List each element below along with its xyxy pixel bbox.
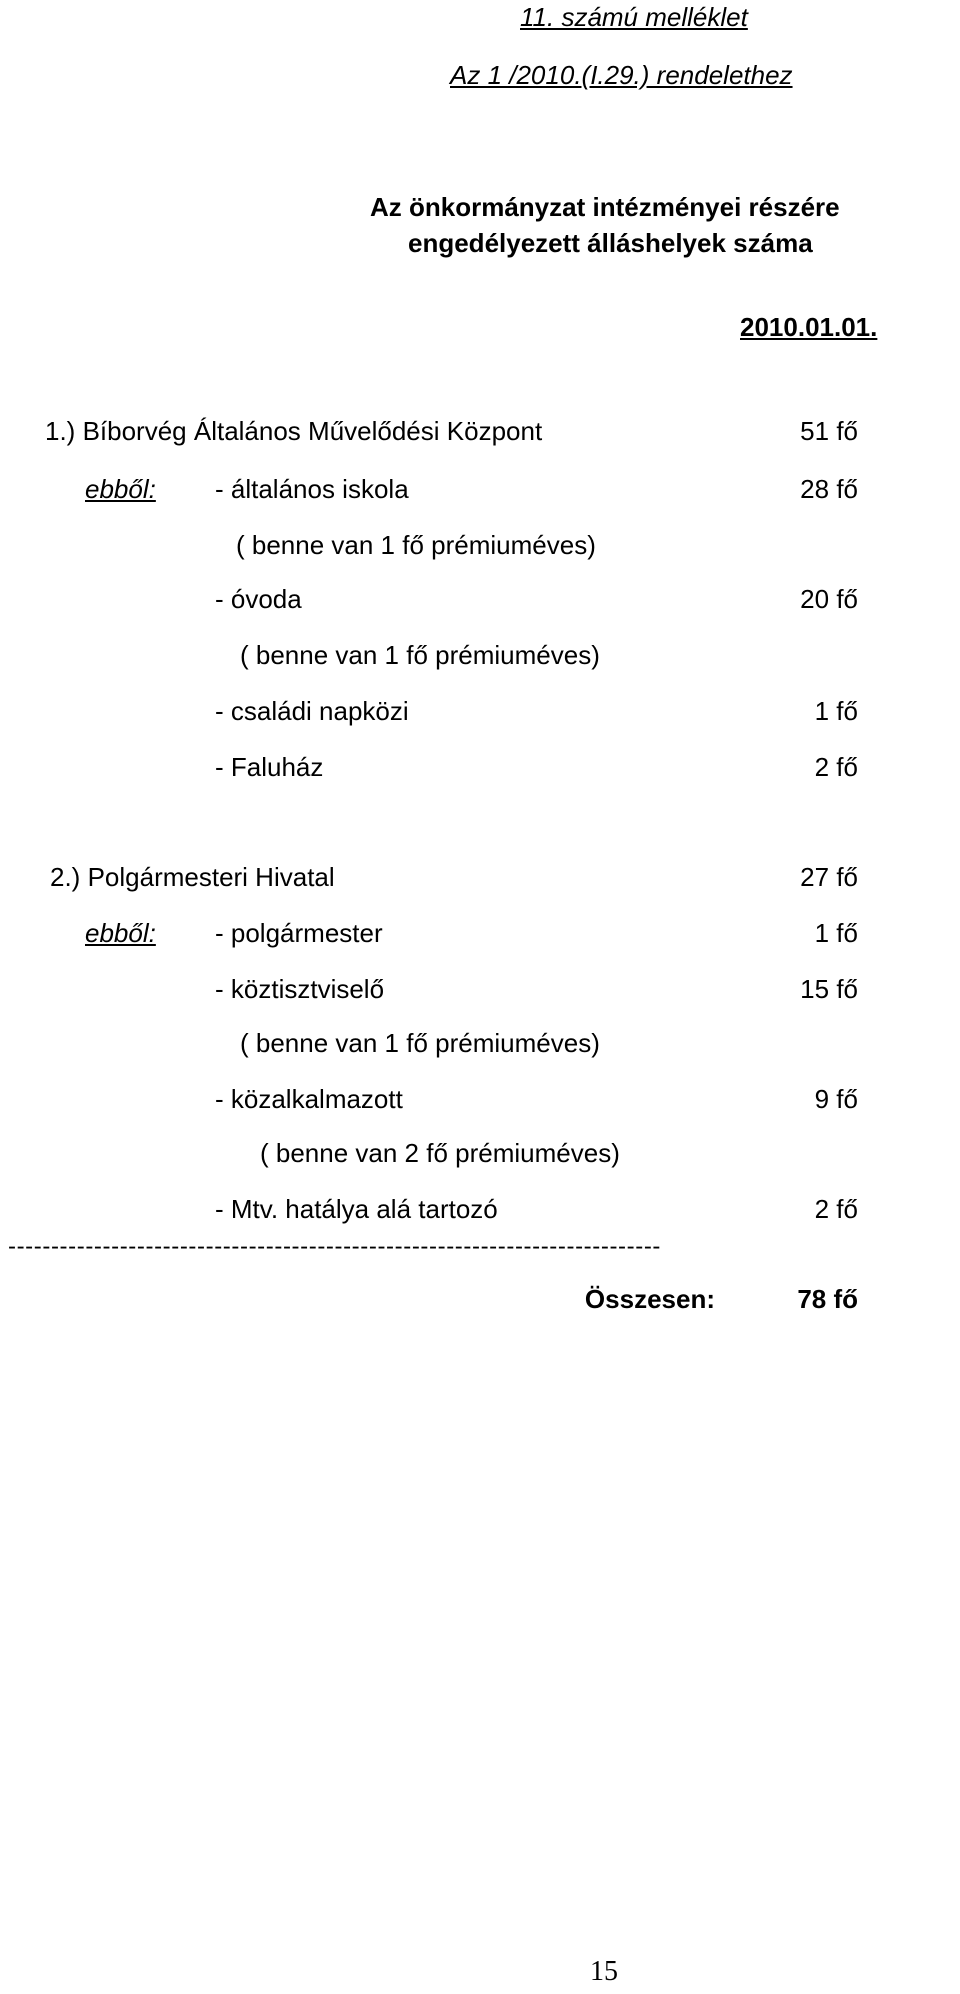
section2-row-label: - köztisztviselő bbox=[215, 974, 385, 1004]
document-title-line1: Az önkormányzat intézményei részére bbox=[370, 192, 840, 222]
section1-row-value: 2 fő bbox=[814, 752, 858, 782]
section2-heading: 2.) Polgármesteri Hivatal bbox=[50, 862, 335, 892]
annex-label: 11. számú melléklet bbox=[520, 2, 748, 32]
summary-label: Összesen: bbox=[584, 1284, 715, 1314]
section1-total: 51 fő bbox=[800, 416, 858, 446]
section2-row-value: 2 fő bbox=[814, 1194, 858, 1224]
section1-heading: 1.) Bíborvég Általános Művelődési Központ bbox=[45, 416, 543, 446]
section1-row-note: ( benne van 1 fő prémiuméves) bbox=[240, 640, 600, 670]
reference-date: 2010.01.01. bbox=[740, 312, 878, 342]
section1-row-label: - Faluház bbox=[215, 752, 324, 782]
section1-row-value: 1 fő bbox=[814, 696, 858, 726]
section1-row-value: 28 fő bbox=[800, 474, 858, 504]
section1-of-which-label: ebből: bbox=[85, 474, 156, 504]
section2-of-which-label: ebből: bbox=[85, 918, 156, 948]
section1-row-note: ( benne van 1 fő prémiuméves) bbox=[236, 530, 596, 560]
section1-row-label: - óvoda bbox=[215, 584, 302, 614]
dashed-separator: ---------------------------------------------------------------------------- bbox=[8, 1235, 662, 1259]
document-title-line2: engedélyezett álláshelyek száma bbox=[408, 228, 813, 258]
section2-row-value: 1 fő bbox=[814, 918, 858, 948]
decree-reference: Az 1 /2010.(I.29.) rendelethez bbox=[450, 60, 793, 90]
section2-row-note: ( benne van 1 fő prémiuméves) bbox=[240, 1028, 600, 1058]
section2-total: 27 fő bbox=[800, 862, 858, 892]
page-number: 15 bbox=[590, 1956, 618, 1987]
summary-value: 78 fő bbox=[797, 1284, 858, 1314]
section2-row-value: 15 fő bbox=[800, 974, 858, 1004]
section2-row-label: - Mtv. hatálya alá tartozó bbox=[215, 1194, 498, 1224]
section1-row-label: - családi napközi bbox=[215, 696, 409, 726]
section2-row-value: 9 fő bbox=[814, 1084, 858, 1114]
section1-row-value: 20 fő bbox=[800, 584, 858, 614]
section2-row-label: - polgármester bbox=[215, 918, 383, 948]
section2-row-note: ( benne van 2 fő prémiuméves) bbox=[260, 1138, 620, 1168]
section1-row-label: - általános iskola bbox=[215, 474, 409, 504]
section2-row-label: - közalkalmazott bbox=[215, 1084, 403, 1114]
